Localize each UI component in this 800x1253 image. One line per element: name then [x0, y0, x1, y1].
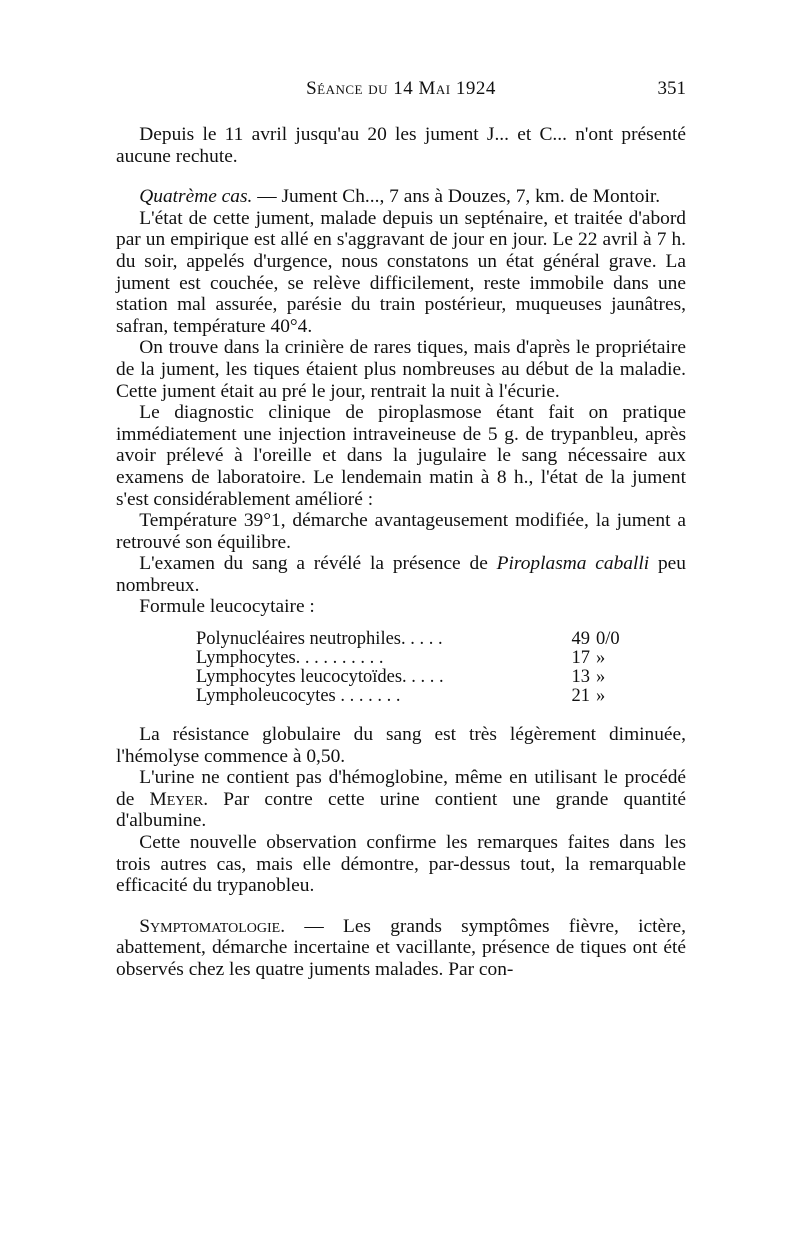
paragraph-urine: [116, 767, 686, 832]
formula-value: 49: [571, 629, 590, 650]
page-number: 351: [657, 78, 686, 99]
leucocyte-formula-table: [196, 630, 656, 706]
page-header: [116, 76, 686, 106]
paragraph-resistance: La résistance globulaire du sang est très légèrement diminuée, l'hémolyse commence à 0,50.: [116, 724, 686, 767]
formula-value: 17: [571, 648, 590, 669]
formula-unit: »: [596, 686, 606, 707]
urine-before: L'urine ne contient pas d'hémoglobine, même en utilisant le procédé de: [116, 767, 686, 810]
urine-name: Meyer: [149, 788, 204, 810]
case-four-text: — Jument Ch..., 7 ans à Douzes, 7, km. de Montoir.: [252, 186, 661, 208]
case-four-label: Quatrème cas.: [139, 186, 253, 208]
formula-label: Polynucléaires neutrophiles. . . . .: [196, 629, 443, 650]
paragraph-formule: Formule leucocytaire :: [139, 596, 315, 618]
paragraph-case-four: [116, 186, 686, 208]
urine-after: . Par contre cette urine contient une grande quantité d'albumine.: [116, 788, 686, 832]
examen-species: Piroplasma caballi: [496, 553, 650, 575]
table-row: [196, 649, 656, 668]
formula-unit: »: [596, 667, 606, 688]
paragraph-tiques: On trouve dans la crinière de rares tiques, mais d'après le propriétaire de la jument, les tiques étaient plus nombreuses au début de la maladie. Cette jument était au pré le jour, rentrait la nuit à l'écurie.: [116, 337, 686, 402]
formula-label: Lymphocytes. . . . . . . . . .: [196, 648, 384, 669]
paragraph-etat: L'état de cette jument, malade depuis un septénaire, et traitée d'abord par un empirique est allé en s'aggravant de jour en jour. Le 22 avril à 7 h. du soir, appelés d'urgence, nous constatons un état général grave. La jument est couchée, se relève difficilement, reste immobile dans une station mal assurée, parésie du train postérieur, muqueuses jaunâtres, safran, température 40°4.: [116, 207, 686, 337]
paragraph-diagnostic: Le diagnostic clinique de piroplasmose étant fait on pratique immédiatement une injection intraveineuse de 5 g. de trypanbleu, après avoir prélevé à l'oreille et dans la jugulaire le sang nécessaire aux examens de laboratoire. Le lendemain matin à 8 h., l'état de la jument s'est considérablement amélioré :: [116, 402, 686, 510]
formula-value: 21: [571, 686, 590, 707]
paragraph-temperature: Température 39°1, démarche avantageusement modifiée, la jument a retrouvé son équilibre.: [116, 510, 686, 553]
paragraph-examen: [116, 553, 686, 596]
page-body: [116, 124, 686, 981]
running-head: Séance du 14 Mai 1924: [306, 78, 496, 99]
formula-label: Lymphocytes leucocytoïdes. . . . .: [196, 667, 444, 688]
table-row: [196, 687, 656, 706]
table-row: [196, 630, 656, 649]
examen-after: peu nombreux.: [116, 553, 686, 596]
paragraph-symptomatologie: [116, 916, 686, 981]
symptoms-label: Symptomatologie.: [139, 915, 286, 937]
table-row: [196, 668, 656, 687]
formula-unit: 0/0: [596, 629, 620, 650]
symptoms-text: — Les grands symptômes fièvre, ictère, abattement, démarche incertaine et vacillante, présence de tiques ont été observés chez les quatre juments malades. Par con-: [116, 915, 686, 980]
formula-value: 13: [571, 667, 590, 688]
paragraph-conclusion: Cette nouvelle observation confirme les remarques faites dans les trois autres cas, mais elle démontre, par-dessus tout, la remarquable efficacité du trypanobleu.: [116, 832, 686, 897]
formula-unit: »: [596, 648, 606, 669]
formula-label: Lympholeucocytes . . . . . . .: [196, 686, 401, 707]
paragraph-rechute: Depuis le 11 avril jusqu'au 20 les jument J... et C... n'ont présenté aucune rechute.: [116, 124, 686, 167]
examen-before: L'examen du sang a révélé la présence de: [139, 553, 497, 575]
